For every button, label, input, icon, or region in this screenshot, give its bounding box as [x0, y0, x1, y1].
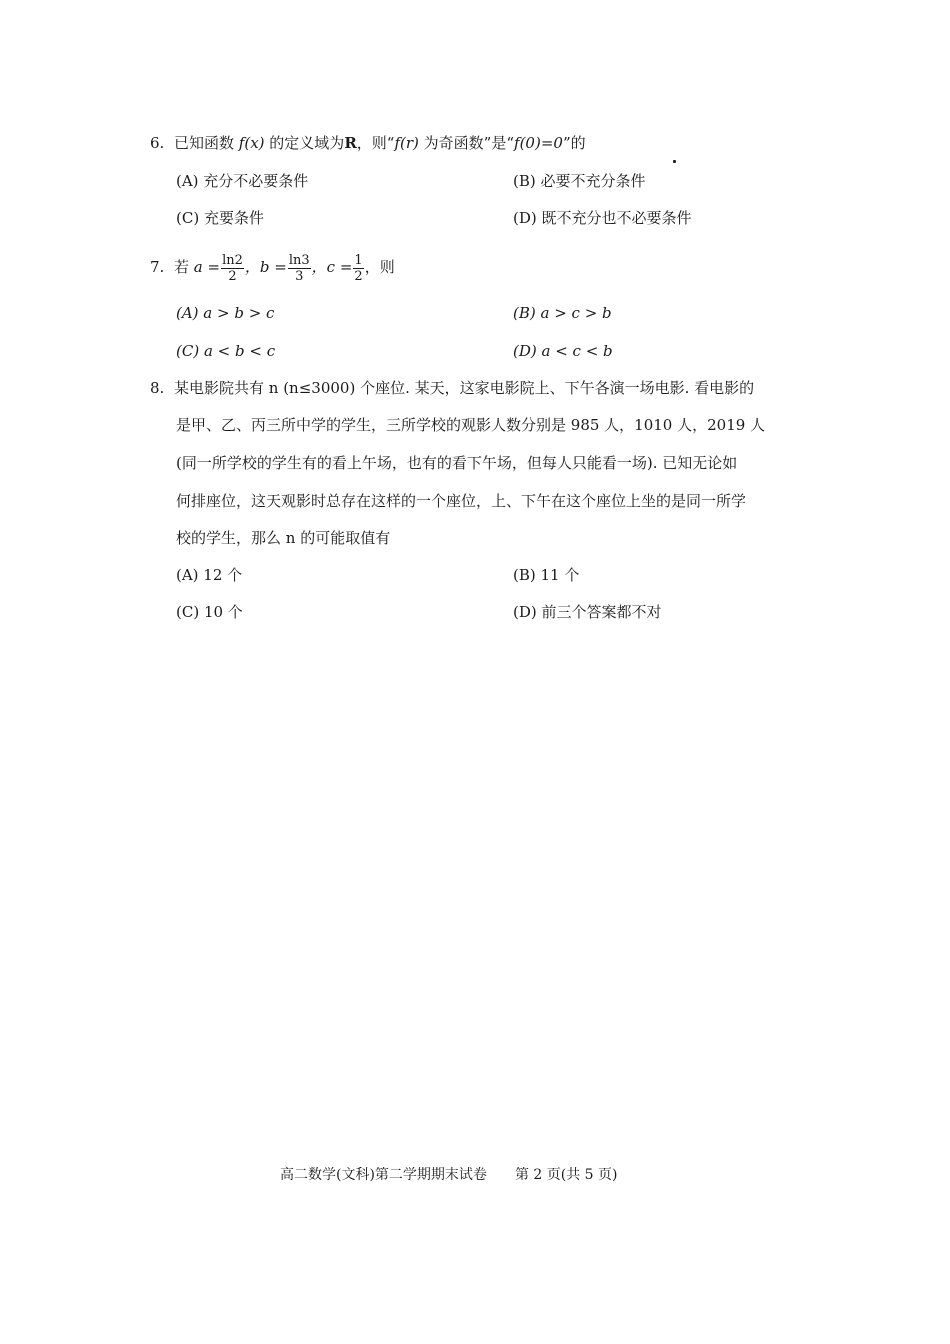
question-6-number: 6.	[150, 134, 165, 152]
footer-title: 高二数学(文科)第二学期期末试卷	[280, 1167, 487, 1183]
question-6-stem	[150, 133, 586, 153]
scan-speck	[673, 160, 676, 163]
q7-a-eq: a =	[193, 258, 221, 276]
q7-option-a: (A) a > b > c	[176, 304, 275, 322]
q8-line3: (同一所学校的学生有的看上午场，也有的看下午场，但每人只能看一场). 已知无论如	[176, 454, 738, 472]
footer-page-number: 第 2 页(共 5 页)	[514, 1167, 618, 1183]
question-8-number: 8.	[150, 379, 165, 397]
q8-line1: 某电影院共有 n (n≤3000) 个座位. 某天，这家电影院上、下午各演一场电影. 看电影的	[174, 379, 755, 397]
q8-option-d: (D) 前三个答案都不对	[513, 603, 662, 621]
q8-option-a: (A) 12 个	[176, 566, 243, 584]
q6-option-a: (A) 充分不必要条件	[176, 172, 309, 190]
q6-option-c: (C) 充要条件	[176, 209, 264, 227]
page-footer	[280, 1165, 617, 1185]
q6-fr: f(r)	[394, 134, 419, 152]
q7-frac-c-den: 2	[354, 268, 363, 284]
q7-option-c: (C) a < b < c	[176, 342, 276, 360]
q7-frac-a-den: 2	[228, 268, 237, 284]
q6-R: R	[344, 134, 357, 152]
q6-fx: f(x)	[238, 134, 265, 152]
question-7-stem	[150, 248, 395, 286]
q8-line2: 是甲、乙、丙三所中学的学生，三所学校的观影人数分别是 985 人，1010 人，2019 人	[176, 416, 766, 434]
q7-c-eq: ，c =	[311, 258, 353, 276]
q6-text-c: ，则“	[356, 134, 395, 152]
q8-option-b: (B) 11 个	[513, 566, 580, 584]
q7-frac-b	[288, 253, 311, 284]
q8-line5: 校的学生，那么 n 的可能取值有	[176, 529, 391, 547]
q8-line4: 何排座位，这天观影时总存在这样的一个座位，上、下午在这个座位上坐的是同一所学	[176, 492, 747, 510]
q6-text-b: 的定义域为	[269, 134, 345, 152]
q6-text-e: ”的	[562, 134, 586, 152]
q7-b-eq: ，b =	[244, 258, 287, 276]
q7-ruo: 若	[174, 258, 190, 276]
q7-frac-b-num: ln3	[288, 252, 310, 268]
q7-frac-a	[221, 253, 244, 284]
q7-frac-a-num: ln2	[222, 252, 243, 268]
q8-option-c: (C) 10 个	[176, 603, 243, 621]
question-8-stem-line1	[150, 378, 754, 398]
q7-frac-c-num: 1	[354, 252, 363, 268]
q6-f0: f(0)=0	[514, 134, 563, 152]
q6-option-b: (B) 必要不充分条件	[513, 172, 646, 190]
q6-option-d: (D) 既不充分也不必要条件	[513, 209, 692, 227]
q7-frac-c	[353, 253, 363, 284]
q7-frac-b-den: 3	[295, 268, 304, 284]
q7-option-d: (D) a < c < b	[513, 342, 613, 360]
q7-ze: ，则	[364, 258, 395, 276]
question-7-number: 7.	[150, 258, 165, 276]
q6-text-d: 为奇函数”是“	[423, 134, 515, 152]
q7-option-b: (B) a > c > b	[513, 304, 612, 322]
q6-text-a: 已知函数	[174, 134, 235, 152]
